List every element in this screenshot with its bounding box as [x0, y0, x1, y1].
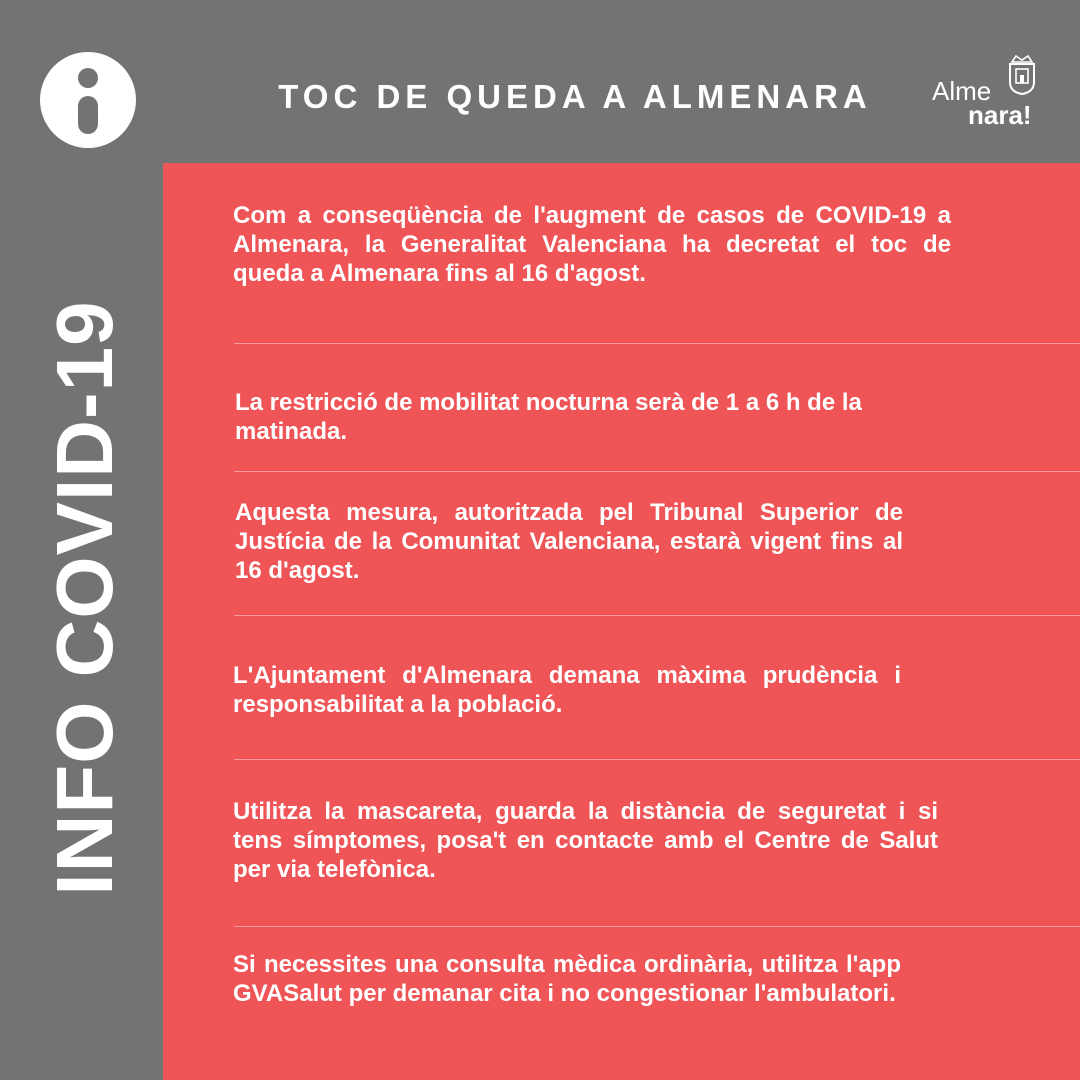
divider — [234, 471, 1080, 472]
content-panel — [163, 163, 1080, 1080]
logo-text-line1: Alme — [932, 76, 992, 106]
info-icon-dot — [78, 68, 98, 88]
side-title: INFO COVID-19 — [40, 300, 129, 896]
divider — [234, 343, 1080, 344]
page-title: TOC DE QUEDA A ALMENARA — [278, 78, 872, 115]
divider — [234, 759, 1080, 760]
paragraph-6: Si necessites una consulta mèdica ordinària, utilitza l'app GVASalut per demanar cita i no congestionar l'ambulatori. — [233, 951, 901, 1007]
crest-icon — [1006, 54, 1038, 96]
paragraph-4: L'Ajuntament d'Almenara demana màxima prudència i responsabilitat a la població. — [233, 662, 901, 718]
info-icon-stem — [78, 96, 98, 134]
divider — [234, 615, 1080, 616]
paragraph-1: Com a conseqüència de l'augment de casos de COVID-19 a Almenara, la Generalitat Valenciana ha decretat el toc de queda a Almenara fins al 16 d'agost. — [233, 202, 951, 287]
paragraph-2: La restricció de mobilitat nocturna serà de 1 a 6 h de la matinada. — [235, 389, 862, 445]
logo-text-line2: nara! — [968, 100, 1032, 130]
divider — [234, 926, 1080, 927]
almenara-logo — [928, 52, 1048, 132]
info-icon — [40, 52, 136, 148]
paragraph-3: Aquesta mesura, autoritzada pel Tribunal Superior de Justícia de la Comunitat Valenciana, estarà vigent fins al 16 d'agost. — [235, 499, 903, 584]
paragraph-5: Utilitza la mascareta, guarda la distància de seguretat i si tens símptomes, posa't en contacte amb el Centre de Salut per via telefònica. — [233, 798, 938, 883]
